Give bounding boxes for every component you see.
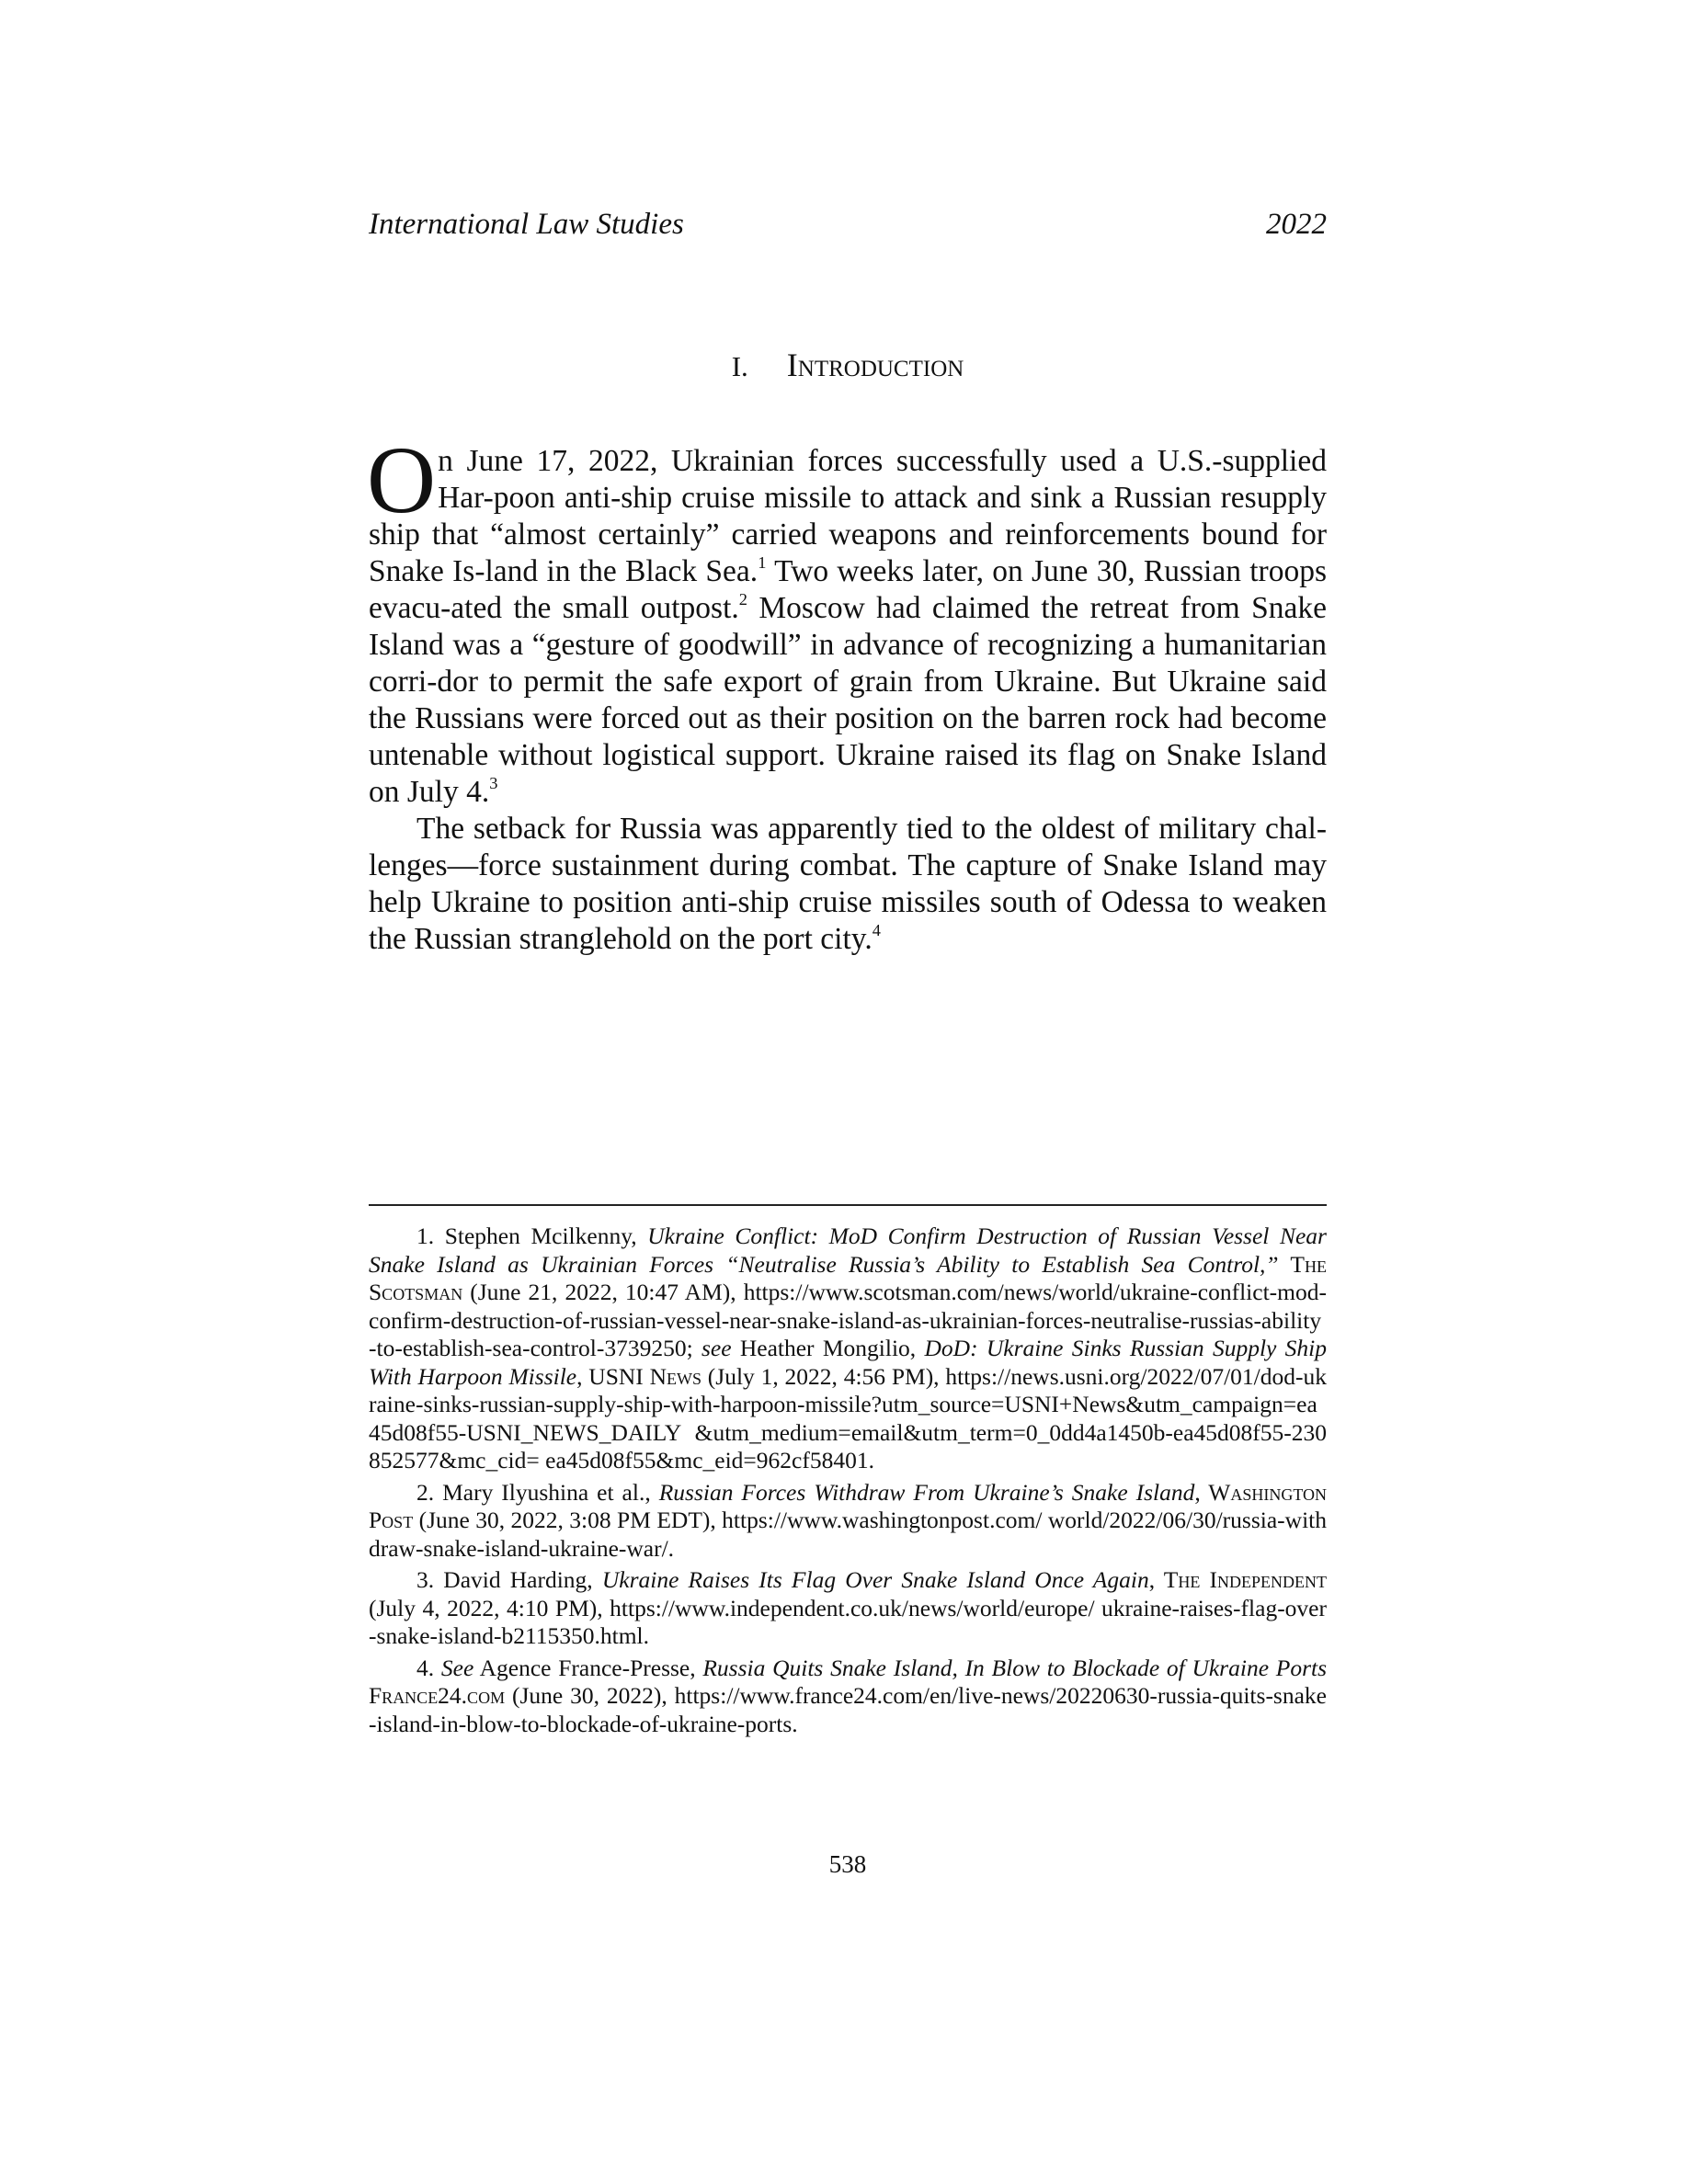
footnote-publication-2: , USNI News <box>576 1362 701 1390</box>
footnote-author: Mary Ilyushina et al., <box>434 1478 659 1506</box>
footnote-ref-1[interactable]: 1 <box>758 553 767 573</box>
paragraph-2-text: The setback for Russia was apparently tied to the oldest of military chal-lenges—force sustainment during combat. The capture of Snake Island may help Ukraine to position anti-ship cruise missiles south of Odessa to weaken the Russian stranglehold on the port city. <box>369 812 1327 956</box>
footnote-url[interactable]: https://www.france24.com/en/live-news/20220630-russia-quits-snake-island-in-blow-to-blockade-of-ukraine-ports. <box>369 1682 1327 1737</box>
footnote-details: (July 4, 2022, 4:10 PM), <box>369 1594 610 1621</box>
footnote-publication: , The Independent <box>1148 1566 1327 1593</box>
footnote-publication: France24.com <box>369 1682 506 1709</box>
footnote-url[interactable]: https://www.independent.co.uk/news/world/europe/ ukraine-raises-flag-over-snake-island-b2115350.html. <box>369 1594 1327 1649</box>
footnote-signal: see <box>701 1335 732 1361</box>
footnote-author: David Harding, <box>434 1566 602 1593</box>
paragraph-2 <box>369 811 1327 958</box>
footnotes <box>369 1223 1327 1742</box>
journal-title: International Law Studies <box>369 208 684 241</box>
footnote-title: Ukraine Raises Its Flag Over Snake Island Once Again <box>601 1566 1149 1593</box>
footnote-title: Russia Quits Snake Island, In Blow to Blockade of Ukraine Ports <box>702 1654 1328 1681</box>
footnote-ref-3[interactable]: 3 <box>489 774 498 793</box>
page-number: 538 <box>828 1850 867 1878</box>
footnote-publication: The Scotsman <box>369 1250 1327 1305</box>
body-text <box>367 427 1327 958</box>
footnote-number: 1. <box>416 1223 435 1249</box>
footnote-url[interactable]: https://www.washingtonpost.com/ world/2022/06/30/russia-withdraw-snake-island-ukraine-war/. <box>369 1507 1327 1562</box>
footnote-number: 3. <box>416 1566 435 1593</box>
paragraph-1-sentence-2: Two weeks later, on June 30, Russian troops evacu-ated the small outpost. <box>369 554 1327 625</box>
footnote-details: (June 21, 2022, 10:47 AM), <box>462 1279 744 1305</box>
footnote-title-2: DoD: Ukraine Sinks Russian Supply Ship With Harpoon Missile <box>369 1335 1327 1390</box>
paragraph-1-sentence-3: Moscow had claimed the retreat from Snake Island was a “gesture of goodwill” in advance of recognizing a humanitarian corri-dor to permit the safe export of grain from Ukraine. But Ukraine said the Russians were forced out as their position on the barren rock had become untenable without logistical support. Ukraine raised its flag on Snake Island on July 4. <box>369 591 1327 809</box>
footnote-publication: , Washington Post <box>369 1478 1327 1533</box>
footnote-author: Agence France-Presse, <box>473 1654 703 1681</box>
drop-cap: O <box>367 427 437 533</box>
section-title-rest: NTRODUCTION <box>797 357 964 381</box>
footnote-separator <box>369 1204 1327 1206</box>
footnote-url[interactable]: https://www.scotsman.com/news/world/ukraine-conflict-mod-confirm-destruction-of-russian-vessel-near-snake-island-as-ukrainian-forces-neutralise-russias-ability-to-establish-sea-control-3739250 <box>369 1279 1327 1361</box>
footnote-details: (June 30, 2022), <box>505 1682 675 1709</box>
footnote-1: 1. Stephen Mcilkenny, Ukraine Conflict: MoD Confirm Destruction of Russian Vessel Near Snake Island as Ukrainian Forces “Neutralise Russia’s Ability to Establish Sea Control,” The Scotsman (June 21, 2022, 10:47 AM), https://www.scotsman.com/news/world/ukraine-conflict-mod-confirm-destruction-of-russian-vessel-near-snake-island-as-ukrainian-forces-neutralise-russias-ability-to-establish-sea-control-3739250; see Heather Mongilio, DoD: Ukraine Sinks Russian Supply Ship With Harpoon Missile, USNI News (July 1, 2022, 4:56 PM), https://news.usni.org/2022/07/01/dod-ukraine-sinks-russian-supply-ship-with-harpoon-missile?utm_source=USNI+News&utm_campaign=ea45d08f55-USNI_NEWS_DAILY &utm_medium=email&utm_term=0_0dd4a1450b-ea45d08f55-230852577&mc_cid= ea45d08f55&mc_eid=962cf58401. <box>369 1223 1327 1473</box>
section-heading <box>369 346 1327 384</box>
paragraph-1-sentence-1: n June 17, 2022, Ukrainian forces successfully used a U.S.-supplied Har-poon anti-ship cruise missile to attack and sink a Russian resupply ship that “almost certainly” carried weapons and reinforcements bound for Snake Is-land in the Black Sea. <box>369 444 1327 588</box>
section-title-initial: I <box>786 347 798 383</box>
footnote-2 <box>369 1479 1327 1564</box>
footnote-4 <box>369 1655 1327 1739</box>
footnote-ref-4[interactable]: 4 <box>872 921 881 940</box>
section-number: I. <box>731 350 748 382</box>
footnote-details: (June 30, 2022, 3:08 PM EDT), <box>413 1507 723 1533</box>
footnote-number: 2. <box>416 1478 435 1506</box>
footnote-author: Stephen Mcilkenny, <box>434 1223 648 1249</box>
footnote-title: Russian Forces Withdraw From Ukraine’s Snake Island <box>658 1478 1195 1506</box>
footnote-url-2[interactable]: https://news.usni.org/2022/07/01/dod-ukraine-sinks-russian-supply-ship-with-harpoon-missile?utm_source=USNI+News&utm_campaign=ea45d08f55-USNI_NEWS_DAILY &utm_medium=email&utm_term=0_0dd4a1450b-ea45d08f55-230852577&mc_cid= ea45d08f55&mc_eid=962cf58401. <box>369 1362 1327 1473</box>
footnote-3 <box>369 1566 1327 1651</box>
paragraph-1 <box>367 427 1327 811</box>
footnote-details-2: (July 1, 2022, 4:56 PM), <box>701 1362 946 1390</box>
running-head <box>369 208 1327 254</box>
footnote-signal: See <box>440 1654 474 1681</box>
journal-year: 2022 <box>1266 208 1327 241</box>
footnote-number: 4. <box>416 1654 435 1681</box>
footnote-ref-2[interactable]: 2 <box>738 590 747 609</box>
footnote-author-2: Heather Mongilio, <box>731 1335 925 1361</box>
footnote-title: Ukraine Conflict: MoD Confirm Destruction of Russian Vessel Near Snake Island as Ukrainian Forces “Neutralise Russia’s Ability to Establish Sea Control,” <box>369 1223 1327 1278</box>
